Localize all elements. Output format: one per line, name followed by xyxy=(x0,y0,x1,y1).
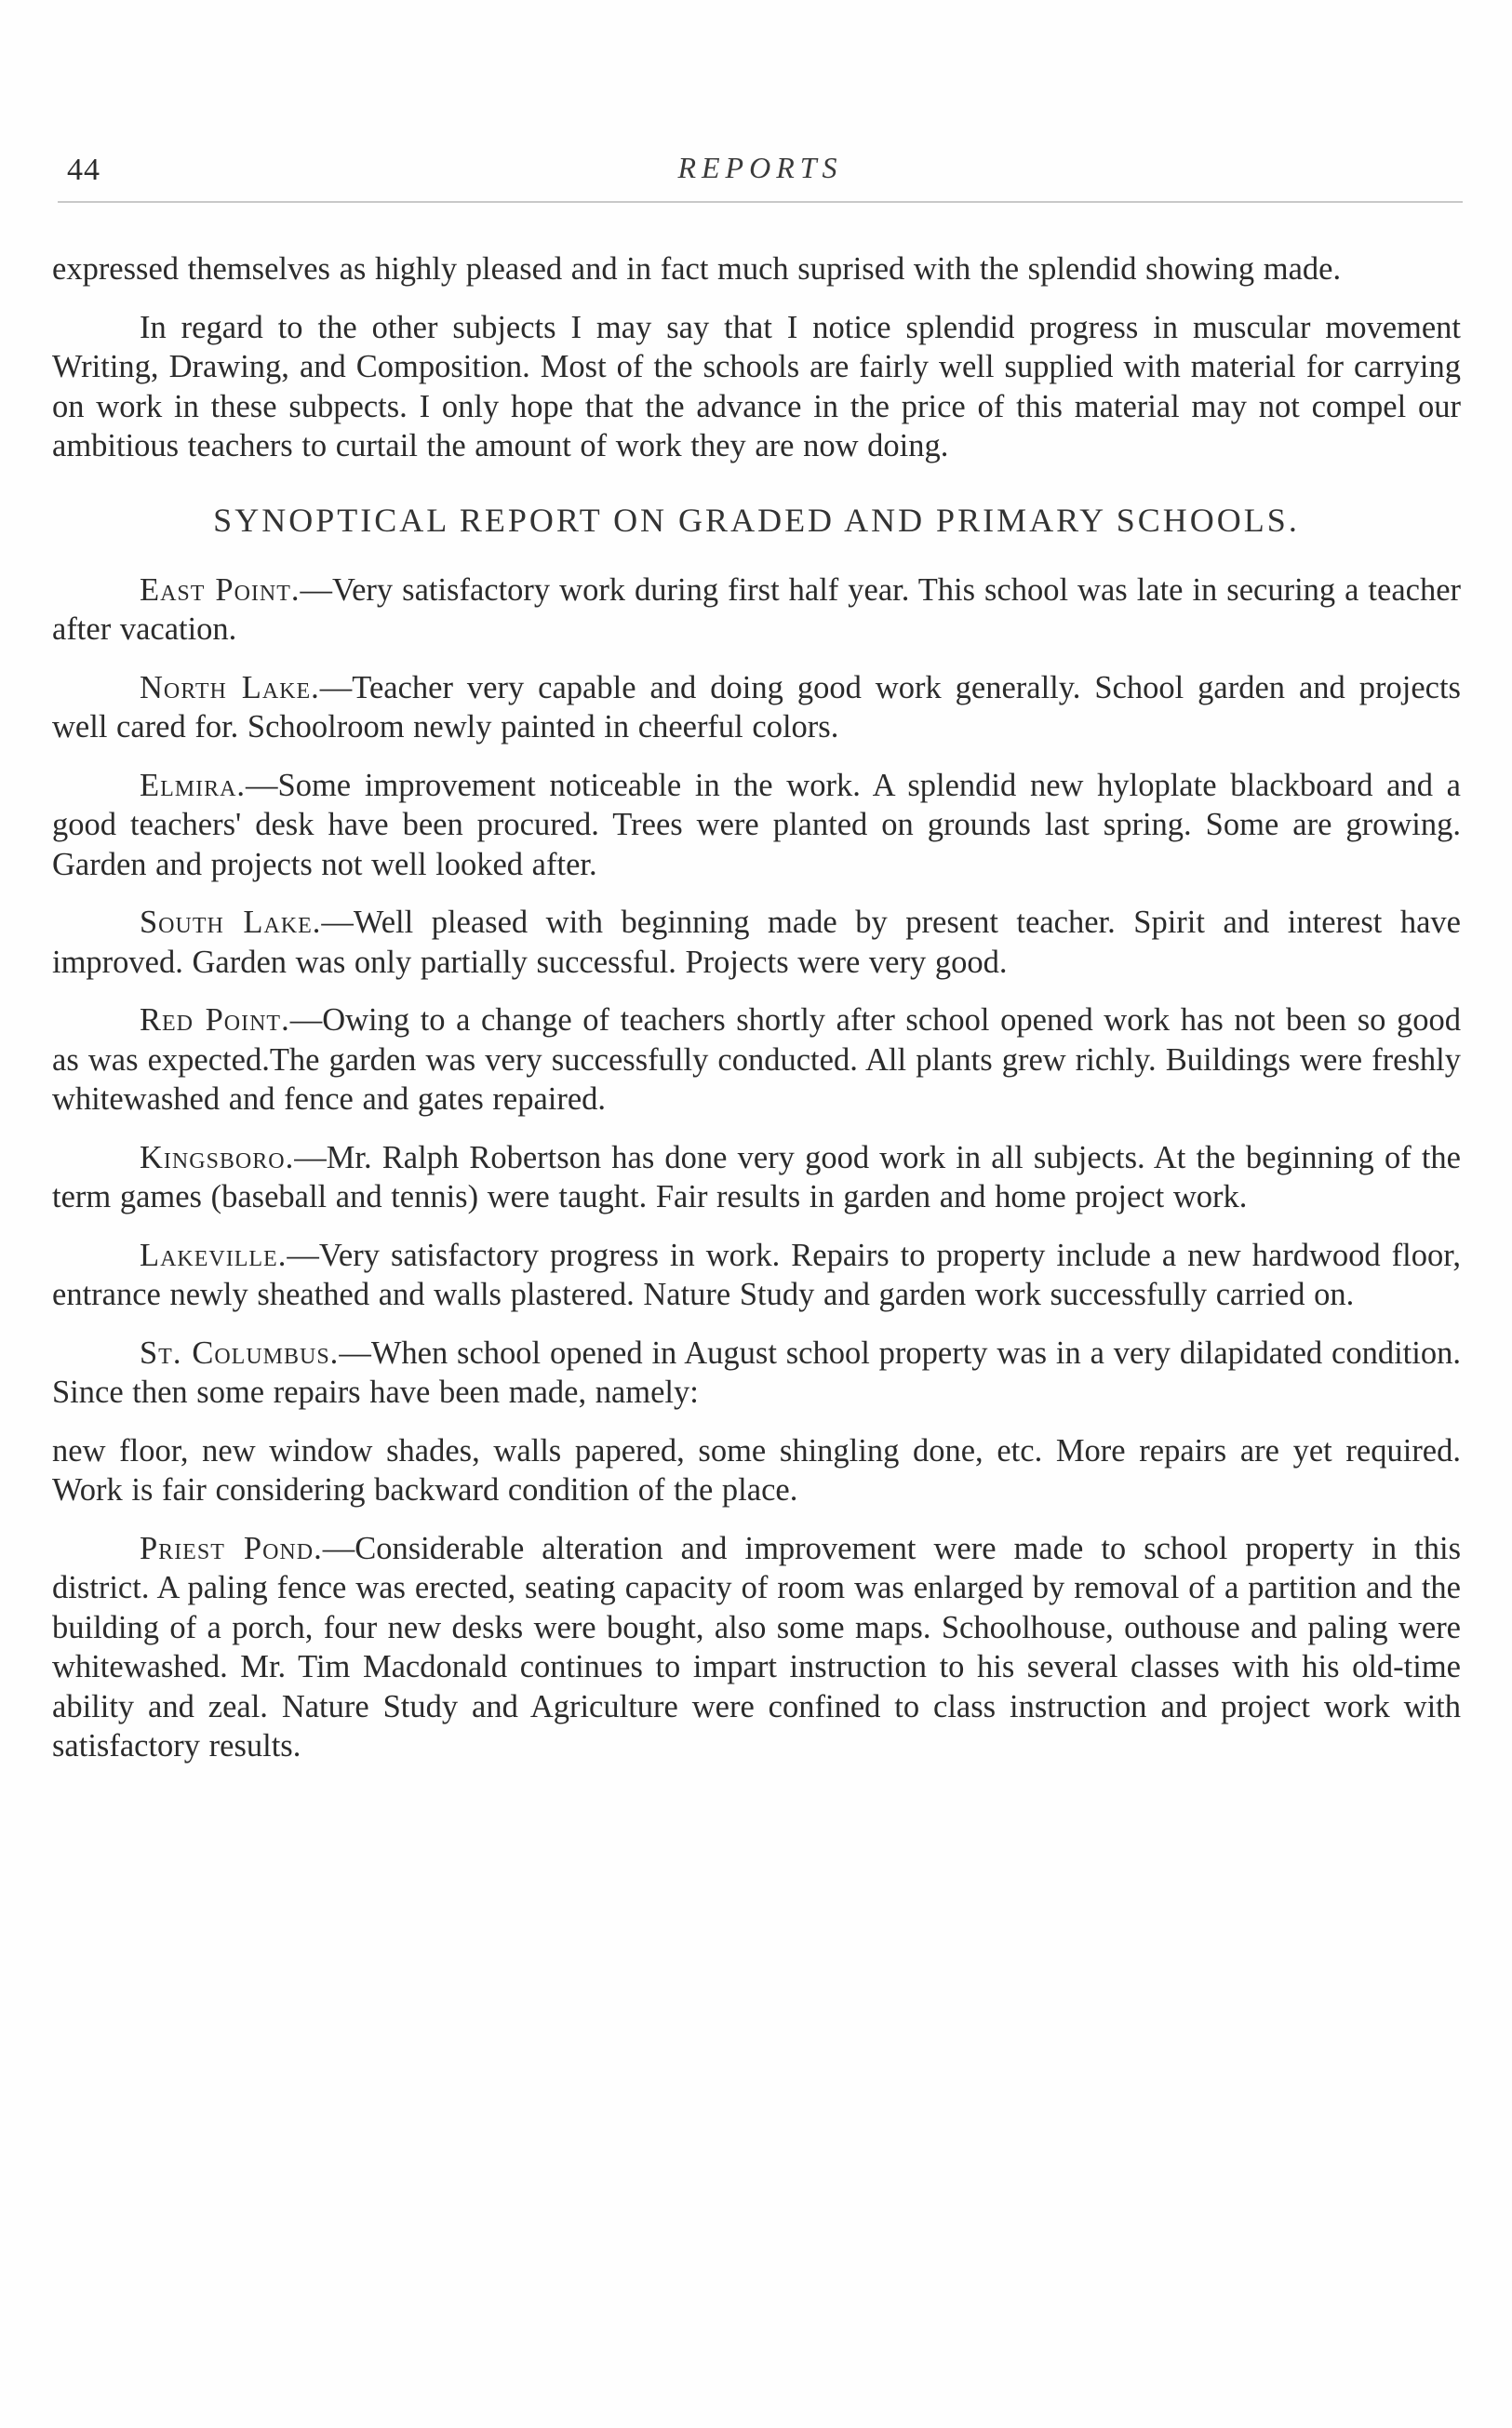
report-text: —Some improvement noticeable in the work. A splendid new hyloplate blackboard and a good teachers' desk have been procured. Trees were planted on grounds last spring. Some are growing. Garden and projects not well looked after. xyxy=(52,767,1461,882)
report-elmira xyxy=(52,766,1461,885)
section-heading: SYNOPTICAL REPORT ON GRADED AND PRIMARY SCHOOLS. xyxy=(213,501,1300,539)
report-st-columbus xyxy=(52,1334,1461,1413)
place-name: East Point. xyxy=(140,571,301,608)
report-text: —Well pleased with beginning made by present teacher. Spirit and interest have improved. Garden was only partially successful. Projects were very good. xyxy=(52,905,1461,980)
place-name: St. Columbus. xyxy=(140,1335,340,1371)
report-text: —Very satisfactory work during first half year. This school was late in securing a teacher after vacation. xyxy=(52,571,1461,647)
report-kingsboro xyxy=(52,1138,1461,1217)
paragraph-other-subjects: In regard to the other subjects I may say that I notice splendid progress in muscular movement Writing, Drawing, and Composition. Most of the schools are fairly well supplied with material for carrying on work in these subpects. I only hope that the advance in the price of this material may not compel our ambitious teachers to curtail the amount of work they are now doing. xyxy=(52,309,1461,463)
report-priest-pond xyxy=(52,1529,1461,1766)
report-text: —Very satisfactory progress in work. Repairs to property include a new hardwood floor, entrance newly sheathed and walls plastered. Nature Study and garden work successfully carried on. xyxy=(52,1237,1461,1312)
place-name: Elmira. xyxy=(140,767,247,803)
place-name: North Lake. xyxy=(140,669,320,705)
report-text: —When school opened in August school property was in a very dilapidated condition. Since then some repairs have been made, namely: xyxy=(52,1335,1461,1410)
report-text: —Teacher very capable and doing good work generally. School garden and projects well cared for. Schoolroom newly painted in cheerful colors. xyxy=(52,669,1461,744)
place-name: Kingsboro. xyxy=(140,1139,295,1175)
report-text: —Owing to a change of teachers shortly after school opened work has not been so good as was expected.The garden was very successfully conducted. All plants grew richly. Buildings were freshly whitewashed and fence and gates repaired. xyxy=(52,1002,1461,1117)
page-number: 44 xyxy=(67,153,100,187)
place-name: South Lake. xyxy=(140,905,322,940)
report-north-lake xyxy=(52,668,1461,747)
report-text: —Mr. Ralph Robertson has done very good work in all subjects. At the beginning of the term games (baseball and tennis) were taught. Fair results in garden and home project work. xyxy=(52,1139,1461,1214)
place-name: Red Point. xyxy=(140,1002,290,1038)
running-title: REPORTS xyxy=(677,151,843,184)
running-head xyxy=(67,149,1453,195)
paragraph-continued: expressed themselves as highly pleased and in fact much suprised with the splendid showing made. xyxy=(52,251,1342,287)
place-name: Priest Pond. xyxy=(140,1530,323,1566)
report-south-lake xyxy=(52,903,1461,982)
page-body xyxy=(52,249,1461,1785)
report-text: —Considerable alteration and improvement were made to school property in this district. A paling fence was erected, seating capacity of room was enlarged by removal of a partition and the building of a porch, four new desks were bought, also some maps. Schoolhouse, outhouse and paling were whitewashed. Mr. Tim Macdonald continues to impart instruction to his several classes with his old-time ability and zeal. Nature Study and Agriculture were confined to class instruction and project work with satisfactory results. xyxy=(52,1530,1461,1764)
report-st-columbus-continued: new floor, new window shades, walls papered, some shingling done, etc. More repairs are yet required. Work is fair considering backward condition of the place. xyxy=(52,1432,1461,1508)
report-east-point xyxy=(52,570,1461,650)
header-rule xyxy=(58,201,1463,203)
place-name: Lakeville. xyxy=(140,1237,288,1273)
report-red-point xyxy=(52,1000,1461,1120)
report-lakeville xyxy=(52,1236,1461,1315)
